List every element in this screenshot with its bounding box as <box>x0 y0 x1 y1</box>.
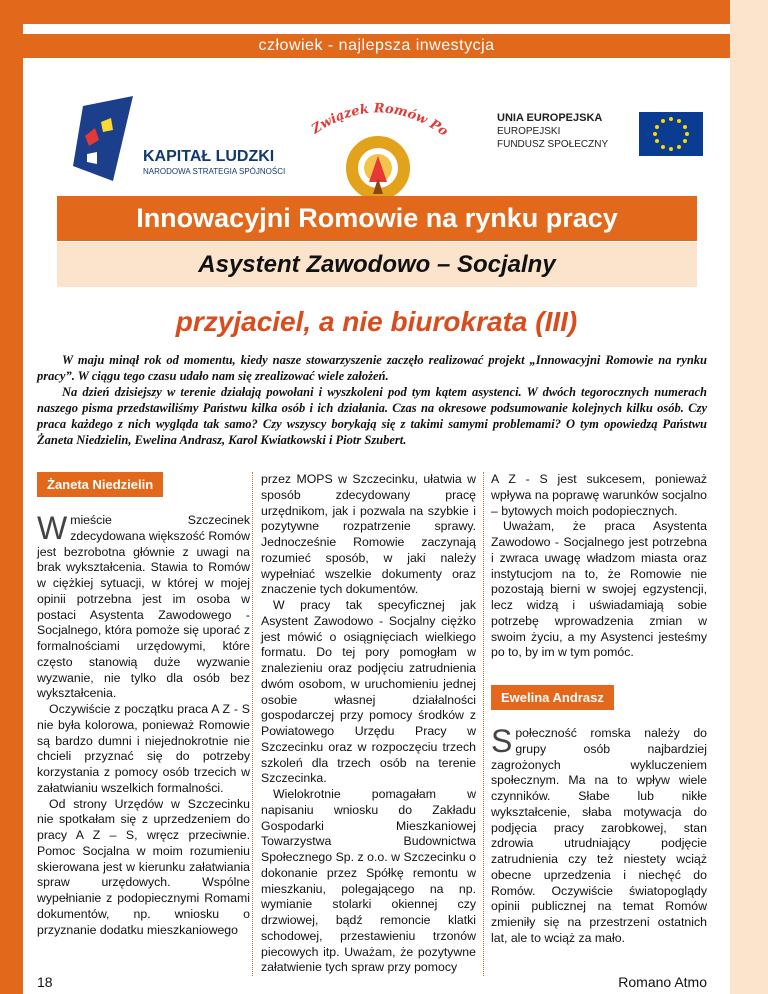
paragraph: W pracy tak specyficznej jak Asystent Zawodowo - Socjalny ciężko jest mówić o osiągnięciach wielkiego formatu. Do tej pory pomogłam w znalezieniu oraz podjęciu zatrudnienia dwóm osobom, w uruchomieniu jednej osobie własnej działalności gospodarczej przy pomocy środków z Powiatowego Urzędu Pracy w Szczecinku oraz w rozpoczęciu trzech szkoleń dla trzech osób na terenie Szczecinka. <box>261 598 476 786</box>
author-badge: Ewelina Andrasz <box>491 685 614 710</box>
column-divider <box>252 472 253 976</box>
paragraph: A Z - S jest sukcesem, ponieważ wpływa na poprawę warunków socjalno – bytowych moich podopiecznych. <box>491 472 707 518</box>
dropcap: W <box>37 510 68 546</box>
eu-line2: EUROPEJSKI <box>497 126 561 137</box>
eu-logo <box>491 106 721 176</box>
page-number: 18 <box>37 974 53 990</box>
publication-name: Romano Atmo <box>618 974 707 990</box>
right-margin-strip <box>730 0 768 994</box>
author-badge: Żaneta Niedzielin <box>37 472 163 497</box>
zwiazek-romow-logo <box>303 86 453 206</box>
zwiazek-emblem-icon <box>303 86 453 206</box>
lead-paragraph: Na dzień dzisiejszy w terenie działają powołani i wyszkoleni pod tym kątem asystenci. W dwóch tegorocznych numerach naszego pisma przedstawiliśmy Państwu kilka osób i ich działania. Czas na okresowe podsumowanie kolejnych kilku osób. Czy praca każdego z nich wygląda tak samo? Czy wszyscy borykają się z takimi samymi problemami? O tym opowiedzą Państwu Żaneta Niedzielin, Ewelina Andrasz, Karol Kwiatkowski i Piotr Szubert. <box>37 385 707 447</box>
column-2 <box>261 472 476 976</box>
paragraph-text: połeczność romska należy do grupy osób najbardziej zagrożonych wykluczeniem społecznym. Ma na to wpływ wiele czynników. Słabe lub nikłe wykształcenie, słaba motywacja do podjęcia pracy zarobkowej, stan zdrowia utrudniający podjęcie zatrudnienia czy też niestety wciąż obecne uprzedzenia i niechęć do Romów. Oczywiście światopoglądy opinii publicznej na temat Romów zmieniły się na przestrzeni ostatnich lat, ale to wciąż za mało. <box>491 726 707 945</box>
paragraph: Oczywiście z początku praca A Z - S nie była kolorowa, ponieważ Romowie są bardzo dumni i niejednokrotnie nie chcieli przyznać się do potrzeby korzystania z pomocy osób trzecich w załatwianiu wszelkich formalności. <box>37 702 250 795</box>
lead-paragraph: W maju minął rok od momentu, kiedy nasze stowarzyszenie zaczęło realizować projekt „Innowacyjni Romowie na rynku pracy”. W ciągu tego czasu udało nam się zrealizować wiele założeń. <box>37 353 707 383</box>
paragraph: Od strony Urzędów w Szczecinku nie spotkałam się z uprzedzeniem do pracy A Z – S, wręcz przeciwnie. Pomoc Socjalna w moim rozumieniu skierowana jest w kierunku załatwiania spraw urzędowych. Wspólne wypełnianie z podopiecznymi Romami dokumentów, np. wniosku o przyznanie dodatku mieszkaniowego <box>37 796 250 937</box>
zwiazek-logo-text: Związek Romów Po <box>309 101 451 140</box>
paragraph: przez MOPS w Szczecinku, ułatwia w sposób zdecydowany pracę urzędnikom, jak i pozwala na szybkie i pozytywne rozpatrzenie sprawy. Jednocześnie Romowie zaczynają rozumieć sposób, w jaki należy wypełniać wszelkie dokumenty oraz znaczenie tych dokumentów. <box>261 472 476 597</box>
kapital-ludzki-subtitle: NARODOWA STRATEGIA SPÓJNOŚCI <box>143 167 286 176</box>
paragraph: Uważam, że praca Asystenta Zawodowo - Socjalnego jest potrzebna i zwraca uwagę władzom miasta oraz instytucjom na to, że Romowie nie pozostają bierni w swojej egzystencji, lecz widzą i uświadamiają sobie potrzebę wprowadzenia zmian w swoim życiu, a my Asystenci jesteśmy po to, by im w tym pomóc. <box>491 519 707 660</box>
column-3 <box>491 472 707 947</box>
kapital-ludzki-logo <box>73 96 313 186</box>
kapital-ludzki-title: KAPITAŁ LUDZKI <box>143 148 275 165</box>
eu-line1: UNIA EUROPEJSKA <box>497 112 603 124</box>
article-rubric: przyjaciel, a nie biurokrata (III) <box>175 306 578 337</box>
lead-paragraphs <box>37 352 707 448</box>
dropcap: S <box>491 723 513 759</box>
article-title: Innowacyjni Romowie na rynku pracy <box>57 196 697 241</box>
kapital-ludzki-emblem-icon <box>73 96 139 186</box>
paragraph-text: mieście Szczecinek zdecydowana większość Romów jest bezrobotna głównie z uwagi na brak wykształcenia. Stawia to Romów w ciężkiej sytuacji, w której w mojej opinii potrzebna jest im osoba w postaci Asystenta Zawodowego - Socjalnego, która pomoże się uporać z formalnościami urzędowymi, które często stanowią duże wyzwanie wyzwanie, nie tylko dla osób bez wykształcenia. <box>37 513 250 701</box>
tagline-bar: człowiek - najlepsza inwestycja <box>23 34 730 58</box>
eu-flag-icon <box>639 112 703 156</box>
paragraph: Wielokrotnie pomagałam w napisaniu wniosku do Zakładu Gospodarki Mieszkaniowej Towarzystwa Budownictwa Społecznego Sp. z o.o. w Szczecinku o dokonanie przez Spółkę remontu w mieszkaniu, polegającego na np. wymianie stolarki okiennej czy drzwiowej, bądź remoncie klatki schodowej, przestawieniu trzonów piecowych itp. Uważam, że pozytywne załatwienie tych spraw przy pomocy <box>261 787 476 975</box>
article-subtitle: Asystent Zawodowo – Socjalny <box>57 242 697 287</box>
page <box>23 24 730 994</box>
column-divider <box>483 472 484 976</box>
svg-text:Związek Romów Polskich <box>303 86 451 140</box>
eu-line3: FUNDUSZ SPOŁECZNY <box>497 139 609 150</box>
column-1 <box>37 472 250 938</box>
